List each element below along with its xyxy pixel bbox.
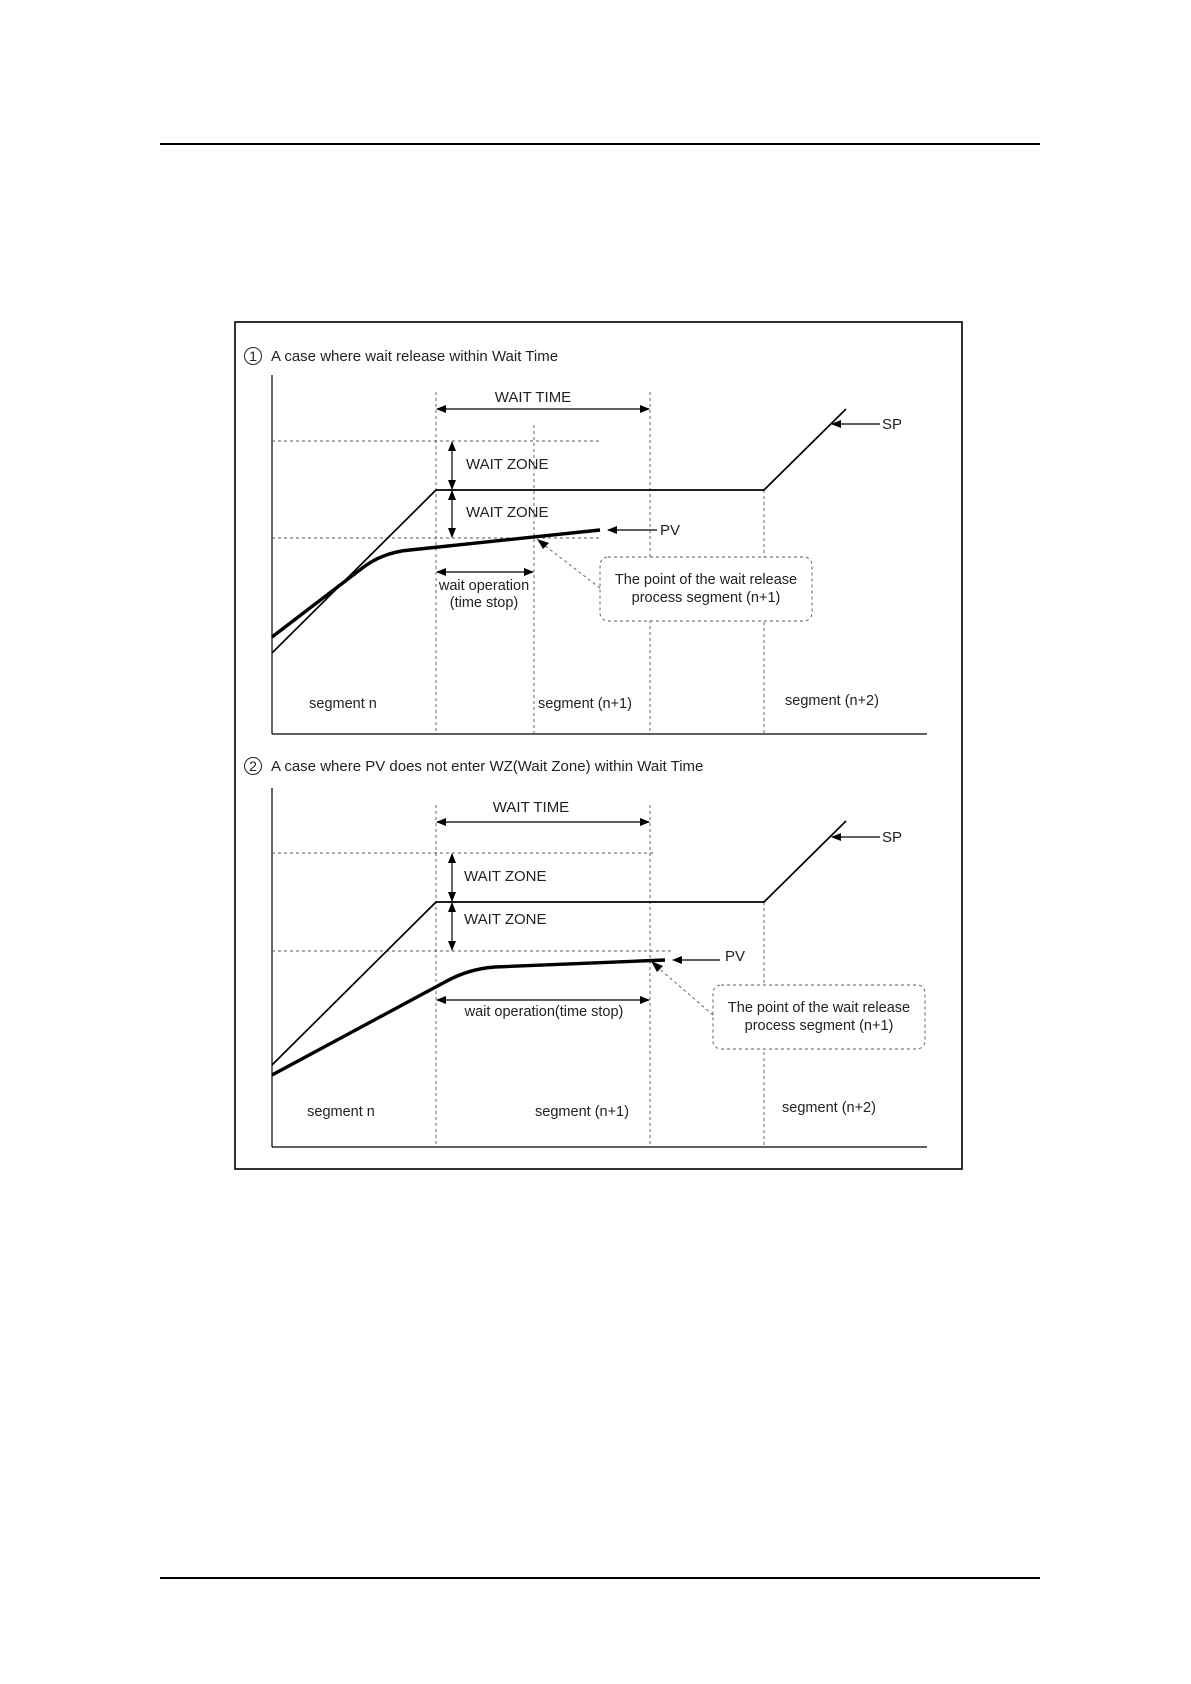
case-1-wait-zone-upper-label: WAIT ZONE: [466, 456, 549, 473]
case-2-number: 2: [249, 758, 257, 774]
case-2-callout-box: [713, 985, 925, 1049]
case-2-wait-zone-upper-label: WAIT ZONE: [464, 868, 547, 885]
case-1-title: A case where wait release within Wait Time: [271, 348, 559, 365]
case-1-callout-box: [600, 557, 812, 621]
case-1-callout-leader: [540, 542, 600, 588]
case-2-wait-zone-lower-label: WAIT ZONE: [464, 911, 547, 928]
case-1-callout-line-1: The point of the wait release: [614, 572, 798, 588]
case-2-callout-leader: [655, 965, 713, 1015]
case-2-wait-time-label: WAIT TIME: [492, 799, 570, 816]
case-2-panel: [245, 758, 928, 1148]
case-2-segment-n: segment n: [307, 1104, 375, 1120]
case-2-callout-line-1: The point of the wait release: [727, 1000, 911, 1016]
case-1-wait-operation-label-1: wait operation: [438, 578, 530, 594]
case-1-wait-zone-lower-label: WAIT ZONE: [466, 504, 549, 521]
case-1-callout-line-2: process segment (n+1): [631, 590, 781, 606]
case-1-pv-label: PV: [660, 522, 681, 539]
case-2-callout-line-2: process segment (n+1): [744, 1018, 894, 1034]
case-1-wait-time-label: WAIT TIME: [494, 389, 572, 406]
case-1-panel: [245, 348, 928, 735]
case-1-segment-n1: segment (n+1): [538, 696, 632, 712]
case-2-title: A case where PV does not enter WZ(Wait Zone) within Wait Time: [271, 758, 704, 775]
case-1-segment-n: segment n: [309, 696, 377, 712]
case-1-wait-operation-label-2: (time stop): [449, 595, 519, 611]
case-2-pv-label: PV: [725, 948, 746, 965]
case-2-segment-n1: segment (n+1): [535, 1104, 629, 1120]
case-1-sp-label: SP: [882, 416, 903, 433]
case-2-segment-n2: segment (n+2): [782, 1100, 876, 1116]
case-1-segment-n2: segment (n+2): [785, 693, 879, 709]
case-1-number: 1: [249, 348, 257, 364]
case-2-wait-operation-label: wait operation(time stop): [464, 1004, 624, 1020]
case-2-sp-label: SP: [882, 829, 903, 846]
